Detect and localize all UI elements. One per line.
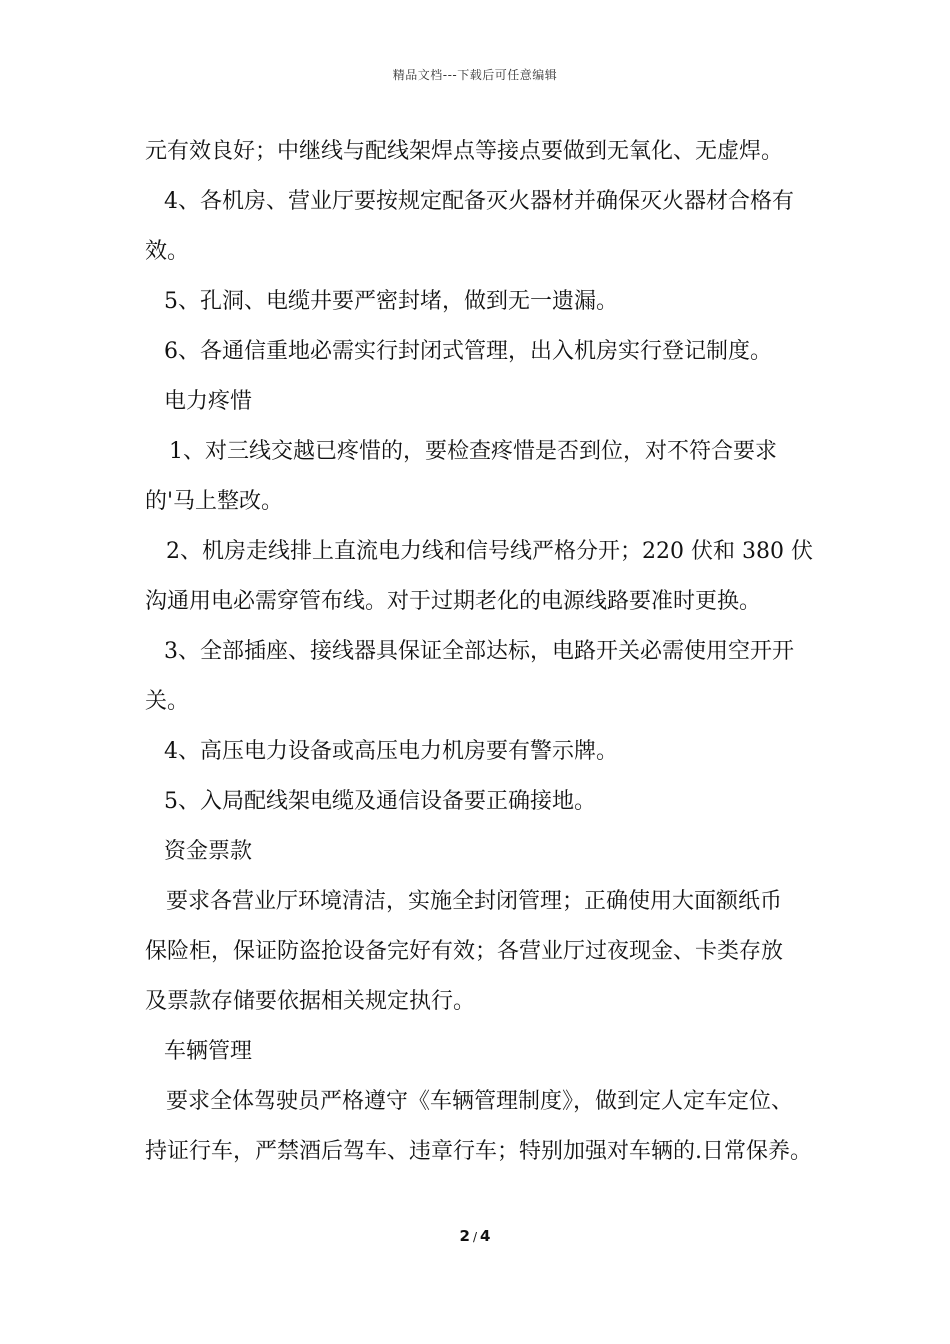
paragraph-line: 3、全部插座、接线器具保证全部达标，电路开关必需使用空开开 xyxy=(164,639,794,664)
paragraph-line: 要求各营业厅环境清洁，实施全封闭管理；正确使用大面额纸币 xyxy=(166,889,783,914)
paragraph-line: 效。 xyxy=(145,239,190,264)
section-heading: 资金票款 xyxy=(164,839,253,864)
paragraph-line: 持证行车，严禁酒后驾车、违章行车；特别加强对车辆的.日常保养。 xyxy=(145,1139,812,1164)
paragraph-line: 保险柜，保证防盗抢设备完好有效；各营业厅过夜现金、卡类存放 xyxy=(145,939,784,964)
section-heading: 电力疼惜 xyxy=(164,389,253,414)
document-body xyxy=(145,127,830,1177)
paragraph-line: 4、高压电力设备或高压电力机房要有警示牌。 xyxy=(164,739,618,764)
paragraph-line: 5、孔洞、电缆井要严密封堵，做到无一遗漏。 xyxy=(164,289,618,314)
paragraph-line: 6、各通信重地必需实行封闭式管理，出入机房实行登记制度。 xyxy=(164,339,772,364)
page-separator: / xyxy=(472,1230,478,1244)
paragraph-line: 元有效良好；中继线与配线架焊点等接点要做到无氧化、无虚焊。 xyxy=(145,139,784,164)
paragraph-line: 及票款存储要依据相关规定执行。 xyxy=(145,989,476,1014)
paragraph-line: 的'马上整改。 xyxy=(145,489,284,514)
section-heading: 车辆管理 xyxy=(164,1039,253,1064)
current-page-number: 2 xyxy=(459,1227,470,1245)
total-pages: 4 xyxy=(480,1227,491,1245)
paragraph-line: 沟通用电必需穿管布线。对于过期老化的电源线路要准时更换。 xyxy=(145,589,762,614)
paragraph-line: 关。 xyxy=(145,689,190,714)
page-header: 精品文档---下载后可任意编辑 xyxy=(392,68,558,82)
paragraph-line: 5、入局配线架电缆及通信设备要正确接地。 xyxy=(164,789,596,814)
paragraph-line: 要求全体驾驶员严格遵守《车辆管理制度》，做到定人定车定位、 xyxy=(166,1089,794,1114)
paragraph-line: 2、机房走线排上直流电力线和信号线严格分开；220 伏和 380 伏 xyxy=(166,539,813,564)
paragraph-line: 4、各机房、营业厅要按规定配备灭火器材并确保灭火器材合格有 xyxy=(164,189,794,214)
paragraph-line: 1、对三线交越已疼惜的，要检查疼惜是否到位，对不符合要求 xyxy=(169,439,777,464)
page-footer xyxy=(0,1227,950,1245)
